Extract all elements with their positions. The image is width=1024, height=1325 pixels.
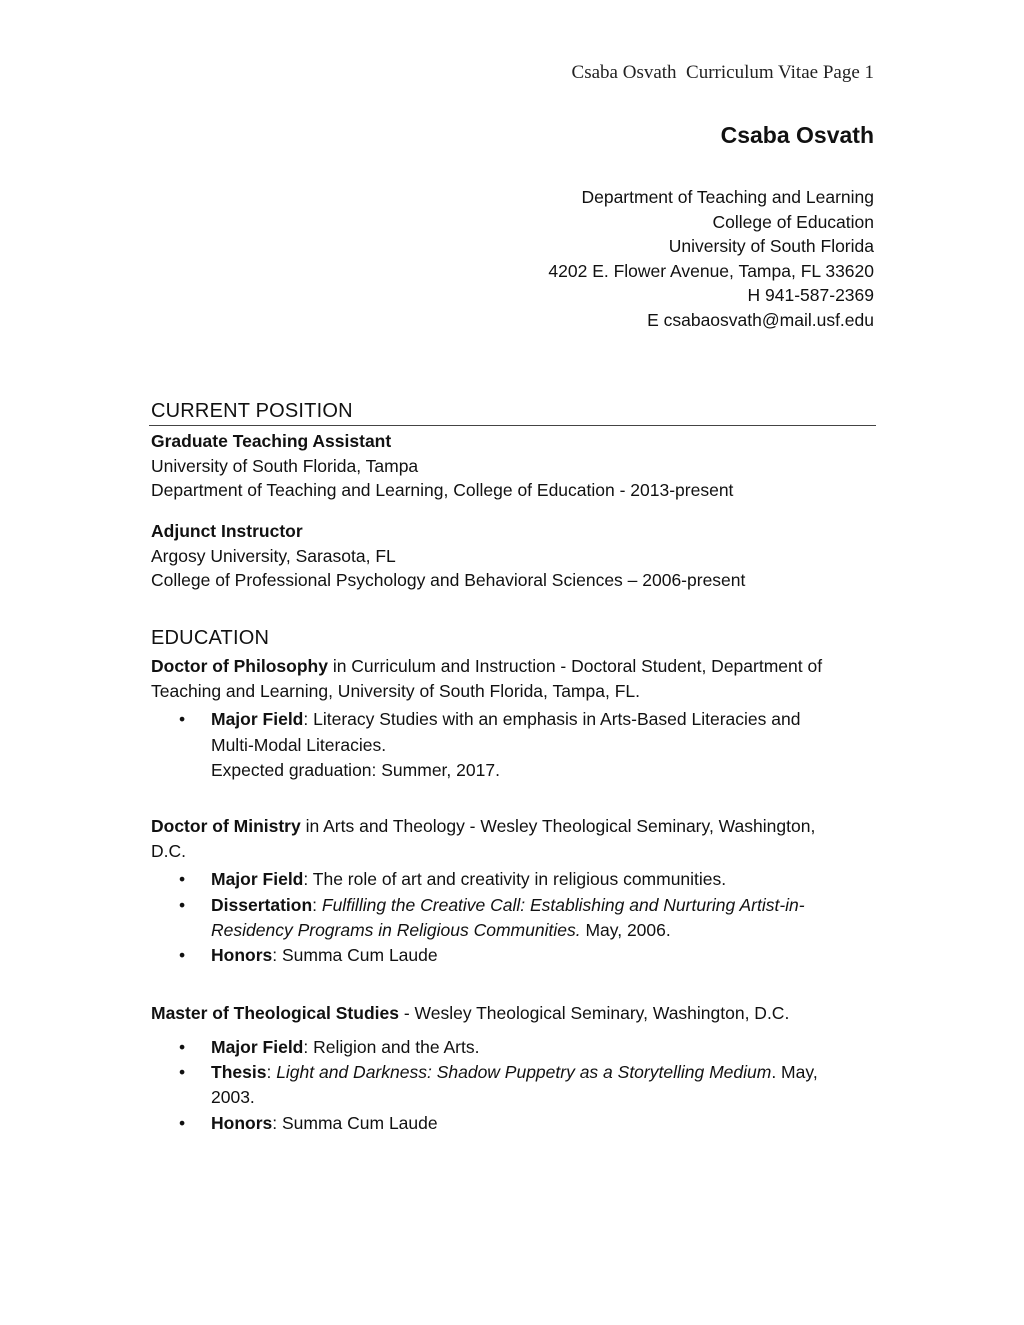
degree-name: Master of Theological Studies	[151, 1003, 399, 1023]
field-value: : Religion and the Arts.	[303, 1036, 480, 1057]
degree-line-continued: Teaching and Learning, University of South Florida, Tampa, FL.	[151, 680, 640, 701]
thesis-date-continued: 2003.	[211, 1087, 255, 1108]
education-entry-dmin	[151, 814, 871, 969]
degree-line	[151, 814, 871, 839]
education-heading: EDUCATION	[151, 627, 270, 649]
degree-name: Doctor of Philosophy	[151, 656, 328, 676]
bullet-icon: •	[179, 1036, 186, 1057]
field-value: : Summa Cum Laude	[272, 945, 438, 966]
candidate-name: Csaba Osvath	[720, 122, 874, 148]
list-item	[151, 867, 871, 892]
field-colon: :	[312, 894, 322, 915]
dissertation-date: May, 2006.	[580, 920, 671, 940]
field-value-continued: Multi-Modal Literacies.	[211, 734, 387, 755]
running-header: Csaba Osvath Curriculum Vitae Page 1	[571, 62, 874, 83]
list-item	[151, 1060, 871, 1111]
field-value: : Literacy Studies with an emphasis in Arts-Based Literacies and	[303, 709, 801, 730]
expected-graduation: Expected graduation: Summer, 2017.	[211, 760, 500, 780]
degree-name: Doctor of Ministry	[151, 816, 301, 836]
degree-detail: in Curriculum and Instruction - Doctoral Student, Department of	[327, 656, 823, 676]
field-label: Dissertation	[211, 894, 313, 915]
contact-block	[548, 185, 874, 333]
field-colon: :	[266, 1062, 277, 1082]
thesis-date: . May,	[771, 1062, 818, 1082]
degree-line-continued: D.C.	[151, 840, 186, 861]
current-position-heading: CURRENT POSITION	[151, 400, 353, 422]
position-department: College of Professional Psychology and Behavioral Sciences – 2006-present	[151, 570, 746, 591]
degree-detail: - Wesley Theological Seminary, Washington, D.C.	[398, 1003, 790, 1023]
bullet-icon: •	[179, 945, 186, 966]
university-line: University of South Florida	[668, 236, 874, 257]
position-institution: University of South Florida, Tampa	[151, 455, 419, 476]
department-line: Department of Teaching and Learning	[581, 187, 874, 207]
degree-line	[151, 1001, 871, 1026]
degree-details-list	[151, 867, 871, 969]
field-label: Thesis	[211, 1062, 267, 1082]
degree-line	[151, 654, 871, 679]
list-item	[151, 893, 871, 944]
position-entry	[151, 429, 871, 503]
phone-line: H 941-587-2369	[747, 285, 874, 306]
list-item	[151, 1035, 871, 1060]
section-divider	[149, 425, 876, 426]
bullet-icon: •	[179, 709, 186, 730]
street-address-line: 4202 E. Flower Avenue, Tampa, FL 33620	[548, 260, 874, 281]
position-title: Graduate Teaching Assistant	[151, 431, 392, 451]
degree-detail: in Arts and Theology - Wesley Theological Seminary, Washington,	[300, 816, 816, 836]
college-line: College of Education	[712, 211, 874, 232]
field-value: : Summa Cum Laude	[272, 1112, 438, 1133]
position-institution: Argosy University, Sarasota, FL	[151, 545, 396, 566]
field-label: Honors	[211, 1112, 273, 1133]
field-label: Major Field	[211, 1036, 304, 1057]
bullet-icon: •	[179, 894, 186, 915]
degree-details-list	[151, 1035, 871, 1137]
position-entry	[151, 519, 871, 593]
dissertation-title: Fulfilling the Creative Call: Establishing and Nurturing Artist-in-	[321, 894, 805, 915]
bullet-icon: •	[179, 1062, 186, 1082]
position-department: Department of Teaching and Learning, College of Education - 2013-present	[151, 480, 734, 501]
position-title: Adjunct Instructor	[151, 521, 303, 541]
dissertation-title-continued: Residency Programs in Religious Communities.	[211, 920, 581, 940]
list-item	[151, 943, 871, 968]
education-entry-phd	[151, 654, 871, 783]
thesis-title: Light and Darkness: Shadow Puppetry as a Storytelling Medium	[276, 1062, 772, 1082]
email-line: E csabaosvath@mail.usf.edu	[647, 309, 874, 330]
field-label: Major Field	[211, 869, 304, 890]
field-value: : The role of art and creativity in religious communities.	[303, 869, 727, 890]
bullet-icon: •	[179, 869, 186, 890]
education-entry-mts	[151, 1001, 871, 1136]
field-label: Honors	[211, 945, 273, 966]
field-label: Major Field	[211, 709, 304, 730]
degree-details-list	[151, 707, 871, 783]
bullet-icon: •	[179, 1112, 186, 1133]
list-item	[151, 707, 871, 783]
list-item	[151, 1111, 871, 1136]
